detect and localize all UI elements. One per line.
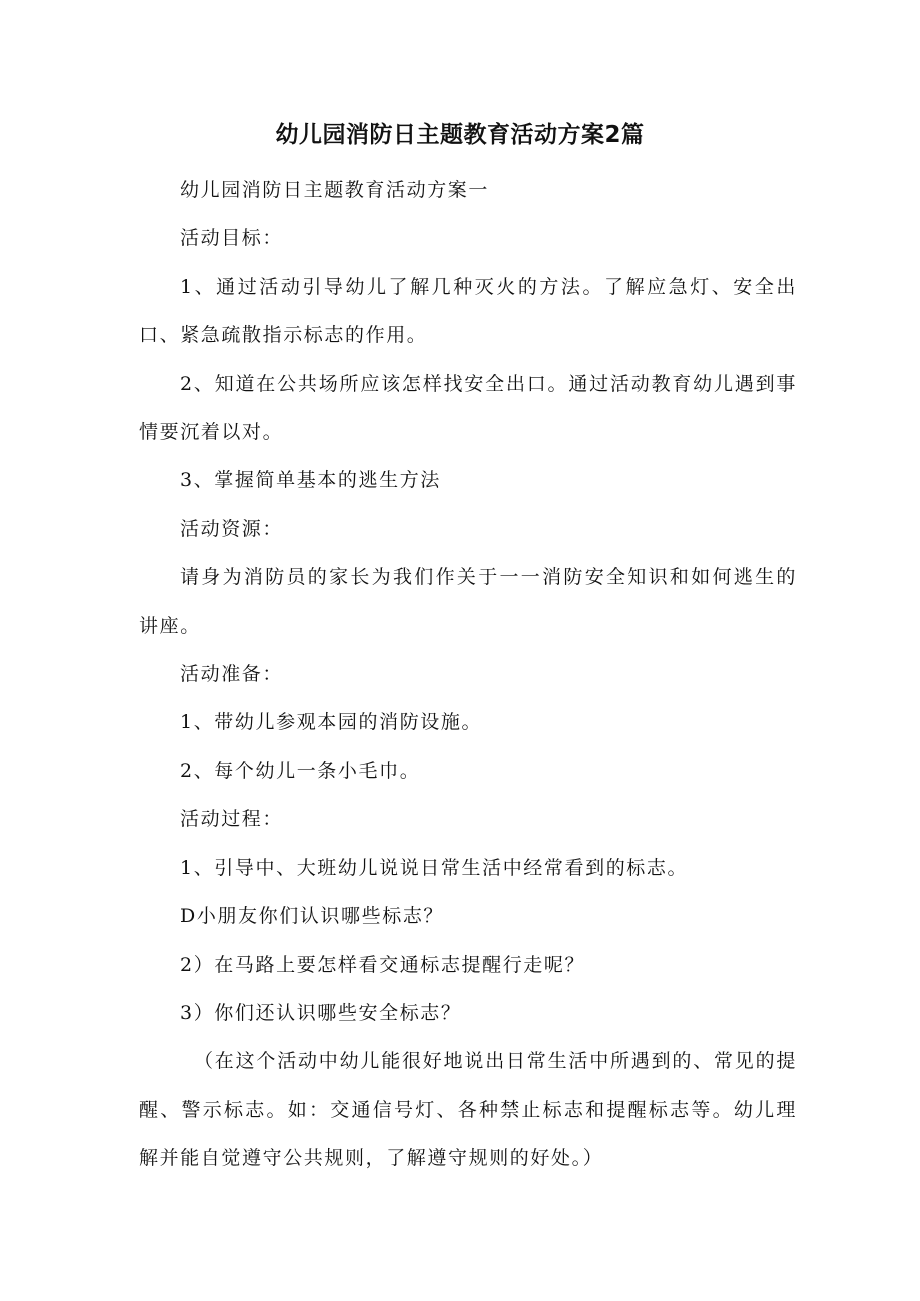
process-question-3: 3）你们还认识哪些安全标志？	[180, 1001, 462, 1024]
heading-activity-goals: 活动目标：	[180, 227, 284, 250]
heading-activity-resources: 活动资源：	[180, 517, 284, 540]
document-title: 幼儿园消防日主题教育活动方案2篇	[275, 122, 645, 148]
preparation-item-1: 1、带幼儿参观本园的消防设施。	[180, 711, 483, 734]
section-heading-plan-one: 幼儿园消防日主题教育活动方案一	[180, 179, 490, 201]
heading-activity-preparation: 活动准备：	[180, 663, 284, 686]
process-note-paragraph: （在这个活动中幼儿能很好地说出日常生活中所遇到的、常见的提醒、警示标志。如：交通信号灯、各种禁止标志和提醒标志等。幼儿理解并能自觉遵守公共规则，了解遵守规则的好处。）	[139, 1050, 797, 1170]
preparation-item-2: 2、每个幼儿一条小毛巾。	[180, 759, 421, 782]
goal-item-2: 2、知道在公共场所应该怎样找安全出口。通过活动教育幼儿遇到事情要沉着以对。	[139, 372, 797, 444]
process-item-1: 1、引导中、大班幼儿说说日常生活中经常看到的标志。	[180, 856, 689, 879]
goal-item-1: 1、通过活动引导幼儿了解几种灭火的方法。了解应急灯、安全出口、紧急疏散指示标志的作用。	[139, 275, 797, 347]
document-body	[139, 166, 797, 1183]
process-question-1: D小朋友你们认识哪些标志？	[180, 905, 445, 928]
heading-activity-process: 活动过程：	[180, 808, 284, 831]
goal-item-3: 3、掌握简单基本的逃生方法	[180, 469, 441, 492]
resources-paragraph: 请身为消防员的家长为我们作关于一一消防安全知识和如何逃生的讲座。	[139, 566, 797, 637]
process-question-2: 2）在马路上要怎样看交通标志提醒行走呢？	[180, 953, 586, 976]
